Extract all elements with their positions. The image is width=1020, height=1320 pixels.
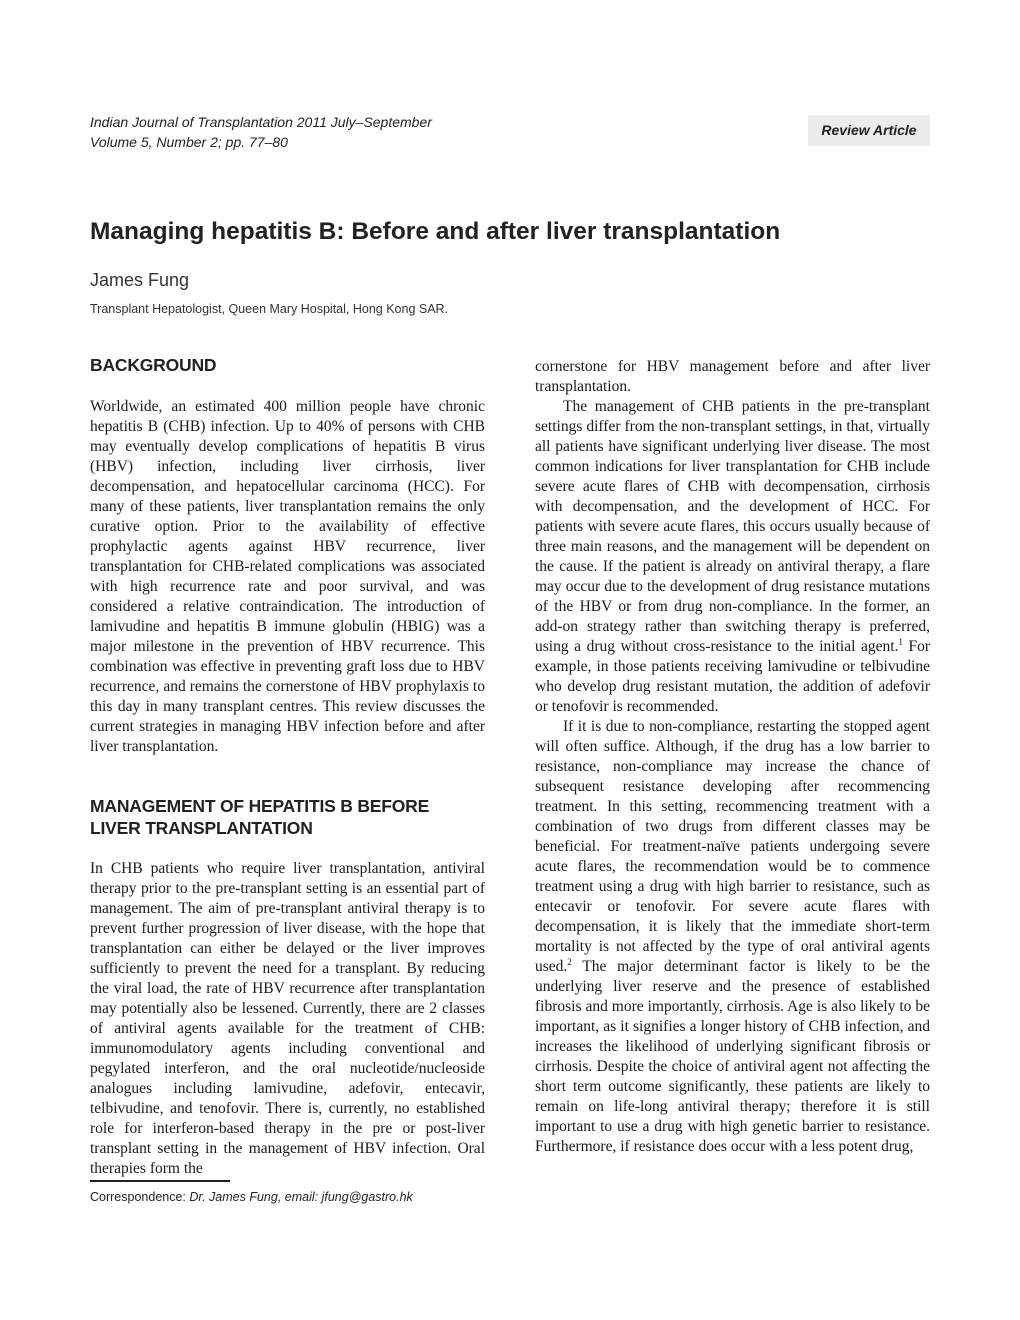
- pretransplant-text-b: For example, in those patients receiving lamivudine or telbivudine who develop drug resistant mutation, the addition of adefovir or tenofovir is recommended.: [535, 638, 930, 715]
- background-paragraph: Worldwide, an estimated 400 million people have chronic hepatitis B (CHB) infection. Up to 40% of persons with CHB may eventually develop complications of hepatitis B virus (HBV) infection, including liver cirrhosis, liver decompensation, and hepatocellular carcinoma (HCC). For many of these patients, liver transplantation remains the only curative option. Prior to the availability of effective prophylactic agents against HBV recurrence, liver transplantation for CHB-related complications was associated with high recurrence rate and poor survival, and was considered a relative contraindication. The introduction of lamivudine and hepatitis B immune globulin (HBIG) was a major milestone in the prevention of HBV recurrence. This combination was effective in preventing graft loss due to HBV recurrence, and remains the cornerstone of HBV prophylaxis to this day in many transplant centres. This review discusses the current strategies in managing HBV infection before and after liver transplantation.: [90, 398, 485, 755]
- author-name: James Fung: [90, 270, 190, 290]
- journal-name-line: Indian Journal of Transplantation 2011 July–September: [90, 114, 432, 130]
- noncompliance-text-a: If it is due to non-compliance, restarting the stopped agent will often suffice. Although, if the drug has a low barrier to resistance, non-compliance may increase the chance of subsequent resistance developing after recommencing treatment. In this setting, recommencing treatment with a combination of two drugs from different classes may be beneficial. For treatment-naïve patients undergoing severe acute flares, the recommendation would be to commence treatment using a drug with high barrier to resistance, such as entecavir or tenofovir. For severe acute flares with decompensation, it is likely that the immediate short-term mortality is not affected by the type of oral antiviral agents used.: [535, 718, 930, 975]
- pretransplant-paragraph: [535, 397, 930, 717]
- footnote-divider: [90, 1180, 230, 1182]
- journal-volume-line: Volume 5, Number 2; pp. 77–80: [90, 134, 288, 150]
- section-heading-management: [90, 795, 485, 839]
- correspondence-contact[interactable]: Dr. James Fung, email: jfung@gastro.hk: [189, 1190, 413, 1204]
- correspondence-note: [90, 1188, 413, 1206]
- management-heading-line1: MANAGEMENT OF HEPATITIS B BEFORE: [90, 796, 430, 816]
- management-paragraph: In CHB patients who require liver transplantation, antiviral therapy prior to the pre-transplant setting is an essential part of management. The aim of pre-transplant antiviral therapy is to prevent further progression of liver disease, with the hope that transplantation can either be delayed or the liver improves sufficiently to prevent the need for a transplant. By reducing the viral load, the rate of HBV recurrence after transplantation may potentially also be lessened. Currently, there are 2 classes of antiviral agents available for the treatment of CHB: immunomodulatory agents including conventional and pegylated interferon, and the oral nucleotide/nucleoside analogues including lamivudine, adefovir, entecavir, telbivudine, and tenofovir. There is, currently, no established role for interferon-based therapy in the pre or post-liver transplant setting in the management of HBV infection. Oral therapies form the: [90, 860, 485, 1177]
- reference-2[interactable]: 2: [567, 956, 572, 967]
- reference-1[interactable]: 1: [898, 636, 903, 647]
- author-affiliation: Transplant Hepatologist, Queen Mary Hospital, Hong Kong SAR.: [90, 302, 449, 316]
- journal-citation: [90, 112, 432, 152]
- noncompliance-text-b: The major determinant factor is likely to be the underlying liver reserve and the presence of established fibrosis and more importantly, cirrhosis. Age is also likely to be important, as it signifies a longer history of CHB infection, and increases the likelihood of underlying significant fibrosis or cirrhosis. Despite the choice of antiviral agent not affecting the short term outcome significantly, these patients are likely to remain on life-long antiviral therapy; therefore it is still important to use a drug with high genetic barrier to resistance. Furthermore, if resistance does occur with a less potent drug,: [535, 958, 930, 1155]
- pretransplant-text-a: The management of CHB patients in the pre-transplant settings differ from the non-transplant settings, in that, virtually all patients have significant underlying liver disease. The most common indications for liver transplantation for CHB include severe acute flares of CHB with decompensation, cirrhosis with decompensation, and the development of HCC. For patients with severe acute flares, this occurs usually because of three main reasons, and the management will be dependent on the cause. If the patient is already on antiviral therapy, a flare may occur due to the development of drug resistance mutations of the HBV or from drug non-compliance. In the former, an add-on strategy rather than switching therapy is preferred, using a drug without cross-resistance to the initial agent.: [535, 398, 930, 655]
- article-title: Managing hepatitis B: Before and after liver transplantation: [90, 218, 781, 245]
- article-type-badge: Review Article: [808, 115, 930, 146]
- management-heading-line2: LIVER TRANSPLANTATION: [90, 818, 313, 838]
- section-heading-background: BACKGROUND: [90, 355, 217, 375]
- continued-paragraph: cornerstone for HBV management before and after liver transplantation.: [535, 358, 930, 395]
- correspondence-label: Correspondence:: [90, 1190, 190, 1204]
- noncompliance-paragraph: [535, 717, 930, 1157]
